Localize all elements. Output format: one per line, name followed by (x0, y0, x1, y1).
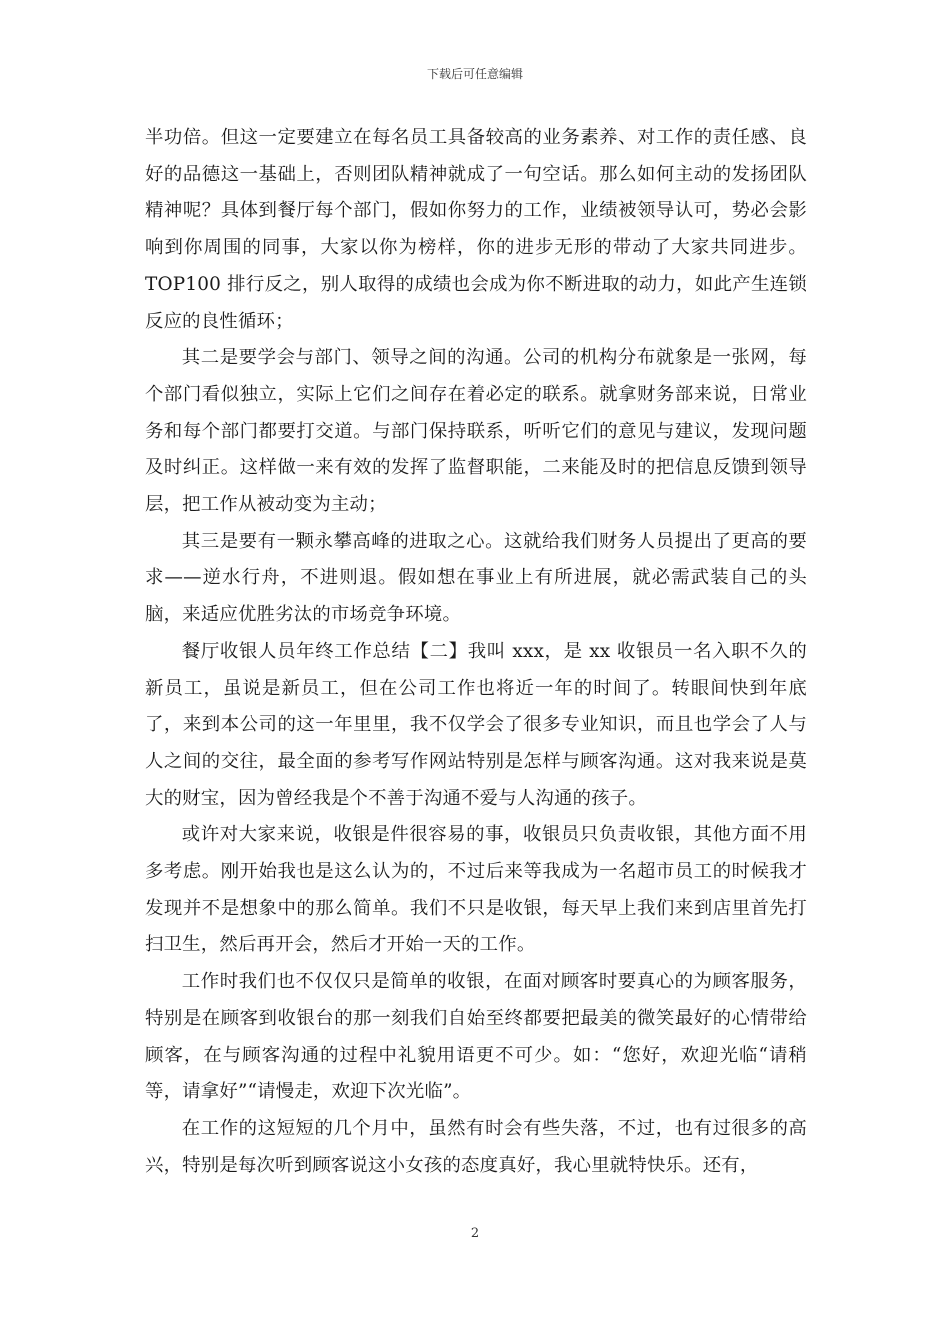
document-body (145, 120, 807, 1184)
paragraph-continuation: 半功倍。但这一定要建立在每名员工具备较高的业务素养、对工作的责任感、良好的品德这一基础上，否则团队精神就成了一句空话。那么如何主动的发扬团队精神呢？具体到餐厅每个部门，假如你努力的工作，业绩被领导认可，势必会影响到你周围的同事，大家以你为榜样，你的进步无形的带动了大家共同进步。TOP100 排行反之，别人取得的成绩也会成为你不断进取的动力，如此产生连锁反应的良性循环； (145, 127, 807, 332)
paragraph: 餐厅收银人员年终工作总结【二】我叫 xxx，是 xx 收银员一名入职不久的新员工，虽说是新员工，但在公司工作也将近一年的时间了。转眼间快到年底了，来到本公司的这一年里里，我不仅学会了很多专业知识，而且也学会了人与人之间的交往，最全面的参考写作网站特别是怎样与顾客沟通。这对我来说是莫大的财宝，因为曾经我是个不善于沟通不爱与人沟通的孩子。 (145, 640, 807, 809)
paragraph: 工作时我们也不仅仅只是简单的收银，在面对顾客时要真心的为顾客服务，特别是在顾客到收银台的那一刻我们自始至终都要把最美的微笑最好的心情带给顾客，在与顾客沟通的过程中礼貌用语更不可少。如：“您好，欢迎光临“请稍等，请拿好”“请慢走，欢迎下次光临”。 (145, 971, 807, 1103)
paragraph: 或许对大家来说，收银是件很容易的事，收银员只负责收银，其他方面不用多考虑。刚开始我也是这么认为的，不过后来等我成为一名超市员工的时候我才发现并不是想象中的那么简单。我们不只是收银，每天早上我们来到店里首先打扫卫生，然后再开会，然后才开始一天的工作。 (145, 824, 807, 956)
page-number: 2 (470, 1226, 480, 1241)
paragraph: 在工作的这短短的几个月中，虽然有时会有些失落，不过，也有过很多的高兴，特别是每次听到顾客说这小女孩的态度真好，我心里就特快乐。还有， (145, 1117, 807, 1176)
paragraph: 其二是要学会与部门、领导之间的沟通。公司的机构分布就象是一张网，每个部门看似独立，实际上它们之间存在着必定的联系。就拿财务部来说，日常业务和每个部门都要打交道。与部门保持联系，听听它们的意见与建议，发现问题及时纠正。这样做一来有效的发挥了监督职能，二来能及时的把信息反馈到领导层，把工作从被动变为主动； (145, 347, 807, 516)
paragraph: 其三是要有一颗永攀高峰的进取之心。这就给我们财务人员提出了更高的要求——逆水行舟，不进则退。假如想在事业上有所进展，就必需武装自己的头脑，来适应优胜劣汰的市场竞争环境。 (145, 530, 807, 626)
page-header: 下载后可任意编辑 (426, 67, 523, 81)
